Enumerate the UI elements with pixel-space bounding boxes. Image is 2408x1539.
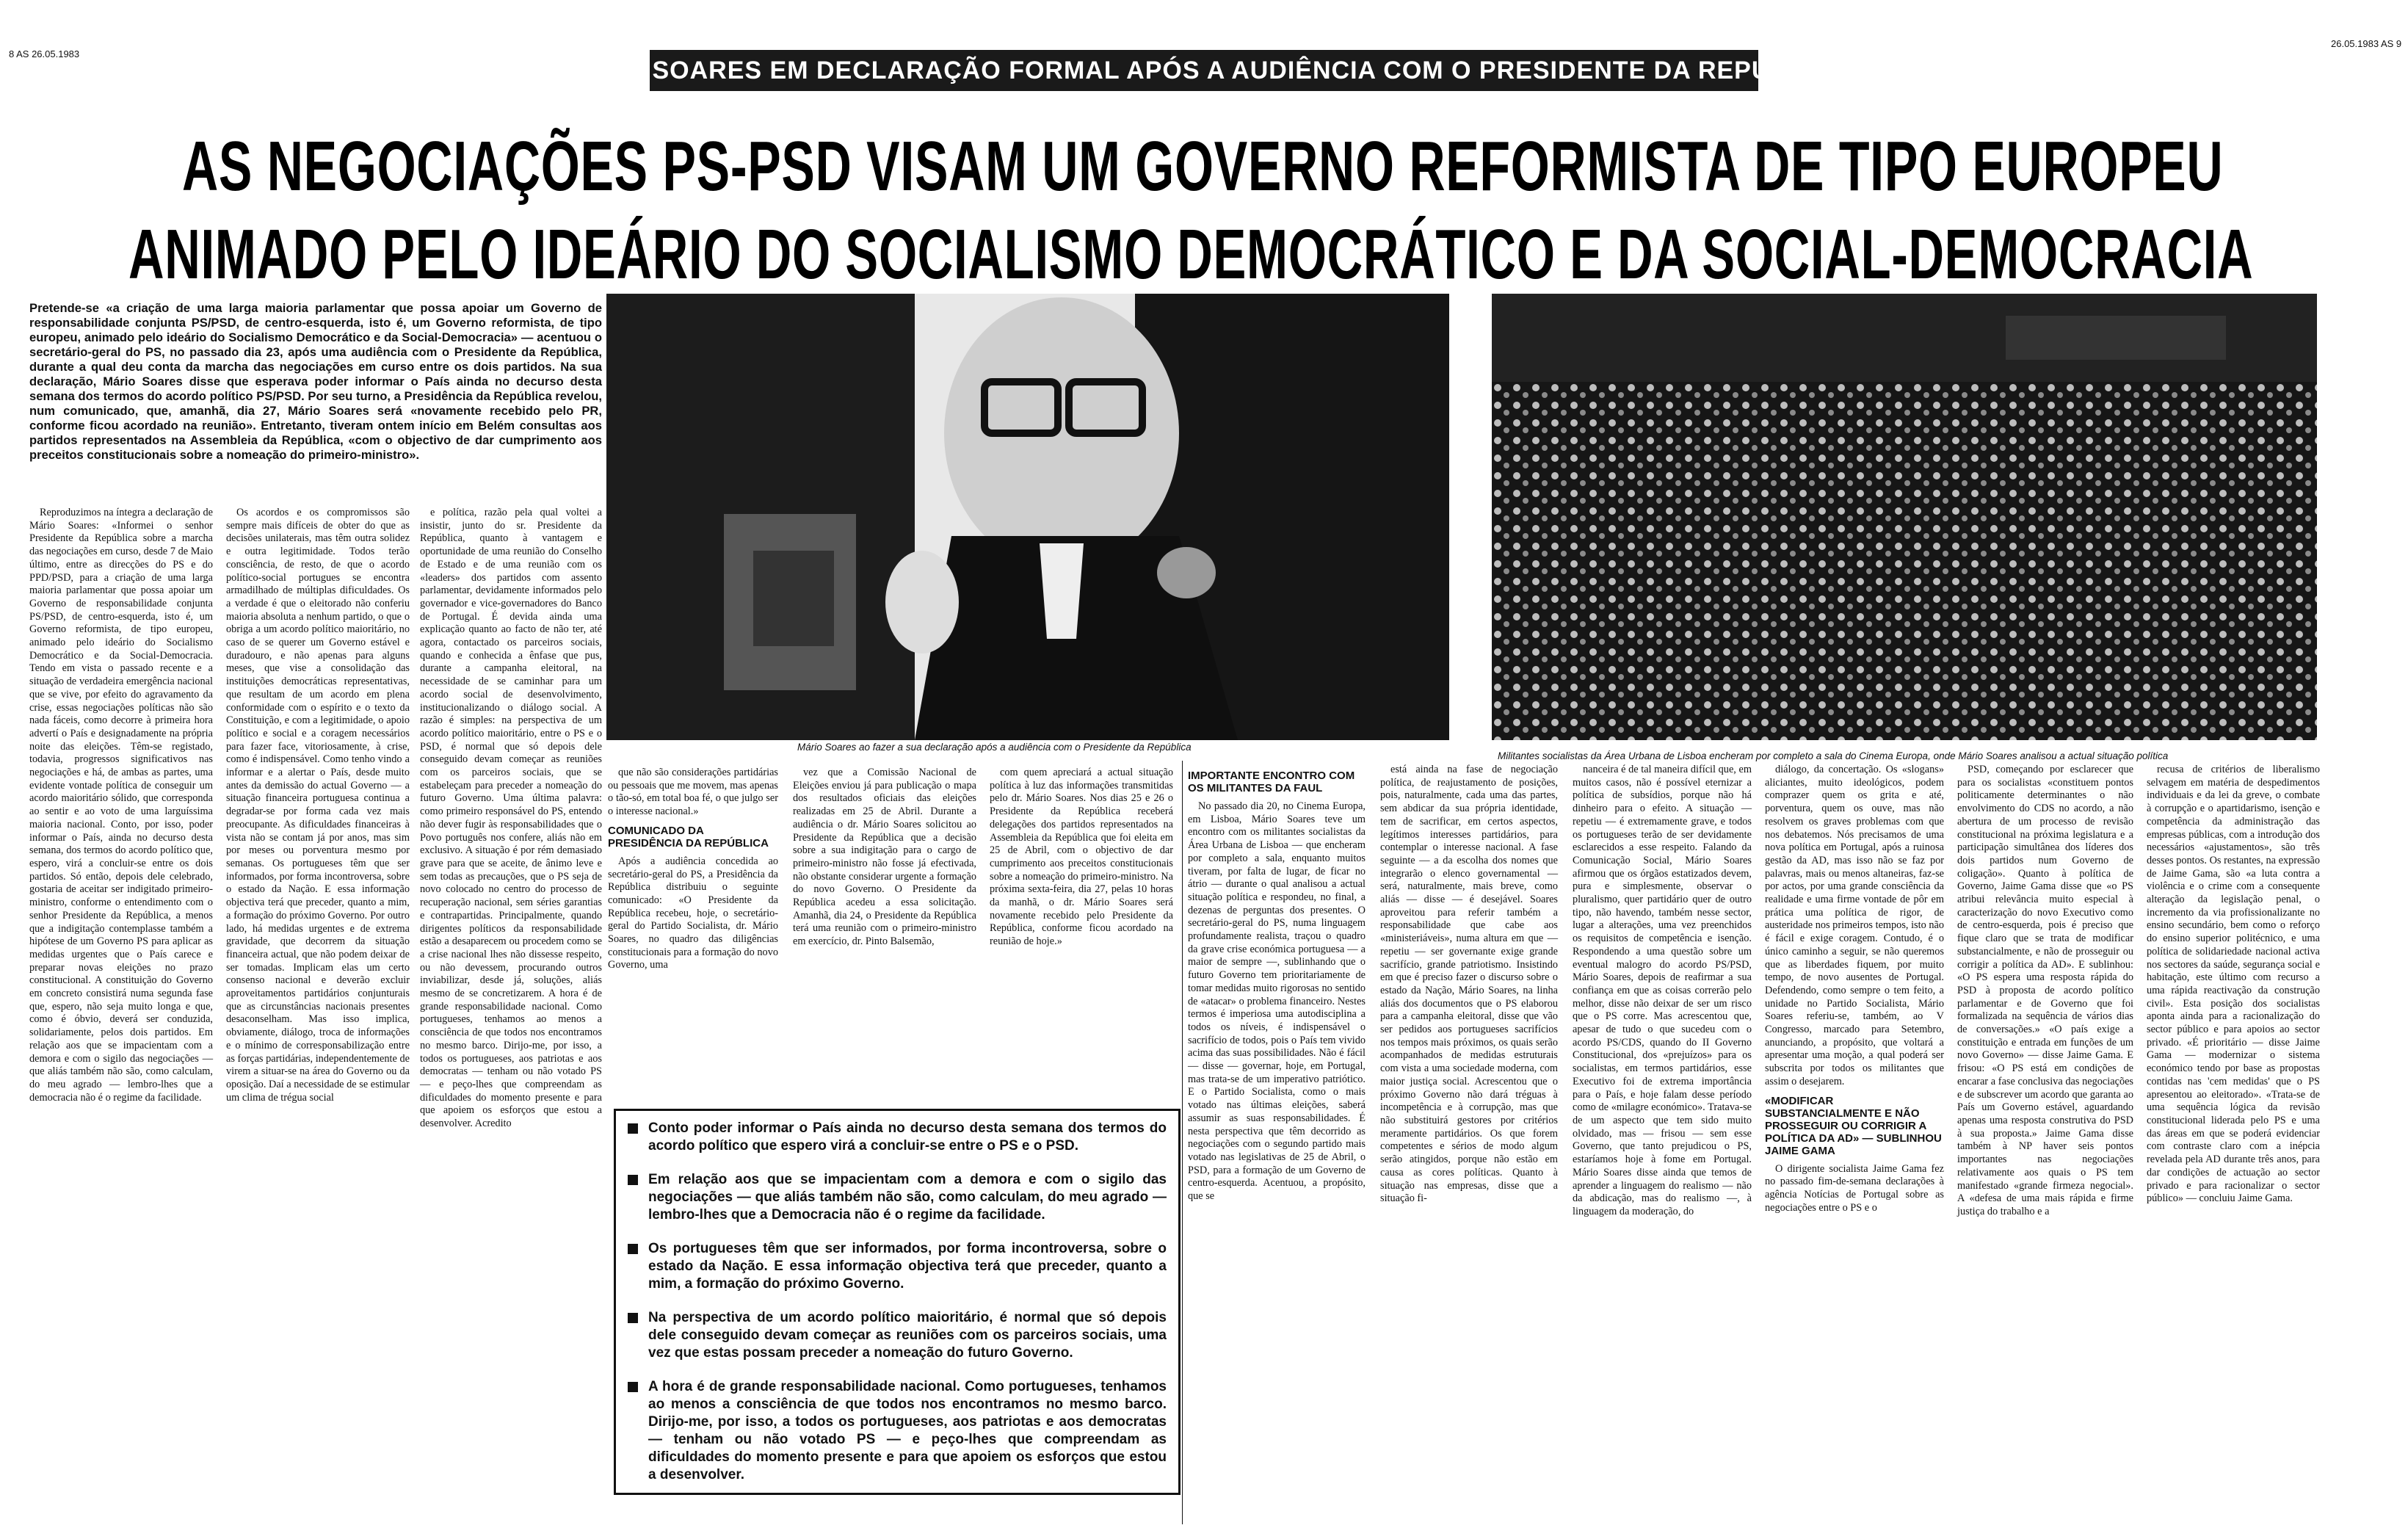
quote-bullet: [628, 1120, 1167, 1155]
column-5-text: vez que a Comissão Nacional de Eleições enviou já para publicação o mapa dos resultados oficiais das eleições realizadas em 25 de Abril. Durante a audiência o dr. Mário Soares solicitou ao Presidente da República que a decisão sobre a sua indigitação para o cargo de primeiro-ministro não fosse já efectivada, não obstante considerar urgente a formação do novo Governo. O Presidente da República acedeu a essa solicitação. Amanhã, dia 24, o Presidente da República terá uma reunião com o primeiro-ministro em exercício, dr. Pinto Balsemão,: [793, 767, 976, 948]
quote-text: Os portugueses têm que ser informados, por forma incontroversa, sobre o estado da Nação. E essa informação objectiva terá que preceder, quanto a mim, a formação do próximo Governo.: [648, 1241, 1167, 1292]
kicker-bar: MÁRIO SOARES EM DECLARAÇÃO FORMAL APÓS A AUDIÊNCIA COM O PRESIDENTE DA REPÚBLICA: [650, 50, 1758, 91]
headline-line-1: AS NEGOCIAÇÕES PS-PSD VISAM UM GOVERNO REFORMISTA DE TIPO EUROPEU: [182, 127, 2224, 206]
column-3: [420, 507, 602, 1520]
quote-text: A hora é de grande responsabilidade nacional. Como portugueses, tenhamos ao menos a consciência de que todos nos encontramos no mesmo barco. Dirijo-me, por isso, a todos os portugueses, aos patriotas e aos democratas — tenham ou não votado PS — e peço-lhes que compreendam as dificuldades do momento presente e para que apoiem os esforços que estou a desenvolver.: [648, 1379, 1167, 1482]
column-2: [226, 507, 410, 1520]
column-rule: [1182, 761, 1183, 1524]
column-10: [1765, 764, 1944, 1520]
column-4b-text: Após a audiência concedida ao secretário-geral do PS, a Presidência da República distribuiu o seguinte comunicado: «O Presidente da República recebeu, hoje, o secretário-geral do Partido Socialista, dr. Mário Soares, no quadro das diligências constitucionais para a formação do novo Governo, uma: [608, 855, 778, 971]
photo-cinema-europa-crowd: [1492, 294, 2317, 740]
column-9: [1573, 764, 1752, 1520]
column-7-text: No passado dia 20, no Cinema Europa, em Lisboa, Mário Soares teve um encontro com os militantes socialistas da Área Urbana de Lisboa — que encheram por completo a sala, enquanto muitos tiveram, por falta de lugar, de ficar no átrio — durante o qual analisou a actual situação política e respondeu, no final, a dezenas de perguntas dos presentes. O secretário-geral do PS, numa linguagem profundamente realista, traçou o quadro da grave crise económica portuguesa — a maior de sempre —, sublinhando que o futuro Governo tem prioritariamente de tomar medidas muito rigorosas no sentido de «atacar» o problema financeiro. Nestes termos é imperiosa uma autodisciplina a todos os níveis, é indispensável o sacrifício de todos, pois o País tem vivido acima das suas possibilidades. Não é fácil — disse — governar, hoje, em Portugal, mas trata-se de um imperativo patriótico. E o Partido Socialista, como o mais votado nas últimas eleições, saberá assumir as suas responsabilidades. É nesta perspectiva que têm decorrido as negociações com o segundo partido mais votado nas legislativas de 25 de Abril, o PSD, para a formação de um Governo de centro-esquerda. Acentuou, a propósito, que se: [1188, 800, 1366, 1203]
bullet-square-icon: [628, 1123, 638, 1134]
column-4-text: que não são considerações partidárias ou pessoais que me movem, mas apenas o tão-só, em total boa fé, o que julgo ser o interesse nacional.»: [608, 767, 778, 818]
column-6: [990, 767, 1173, 1104]
column-7: [1188, 764, 1366, 1520]
column-6-text: com quem apreciará a actual situação política à luz das informações transmitidas pelo dr. Mário Soares. Nos dias 25 e 26 o Presidente da República receberá delegações dos partidos representados na Assembleia da República que foi eleita em 25 de Abril, com o objectivo de dar cumprimento aos preceitos constitucionais sobre a nomeação do primeiro-ministro. Na próxima sexta-feira, dia 27, pelas 10 horas da manhã, o dr. Mário Soares será novamente recebido pelo Presidente da República, conforme ficou acordado na reunião de hoje.»: [990, 767, 1173, 948]
column-2-text: Os acordos e os compromissos são sempre mais difíceis de obter do que as decisões unilaterais, mas têm outra solidez e outra legitimidade. Todos terão consciência, de resto, de que o acordo político-social portugues se encontra armadilhado de múltiplas dificuldades. Os a verdade é que o eleitorado não conferiu maioria absoluta a nenhum partido, o que o obriga a um acordo político maioritário, no caso de se querer um Governo estável e duradouro, e não apenas para alguns meses, que vise a consolidação das instituições democráticas representativas, que resultam de um acordo em plena conformidade com o espírito e o texto da Constituição, e com a legitimidade, o apoio político e social e a coragem necessários para fazer face, vitoriosamente, à crise, como é indispensável. Como tenho vindo a informar e a alertar o País, desde muito antes da demissão do actual Governo — a situação financeira portuguesa continua a degradar-se por forma cada vez mais preocupante. As dificuldades financeiras à vista não se contam já por anos, mas sim por meses ou porventura mesmo por semanas. Os portugueses têm que ser informados, por forma incontroversa, sobre o estado da Nação. E essa informação objectiva terá que preceder, quanto a mim, a formação do próximo Governo. Por outro lado, há medidas urgentes e de extrema gravidade, que decorrem da situação financeira actual, que não podem deixar de ser tomadas. Implicam elas um certo consenso nacional e deverão excluir aproveitamentos partidários conjunturais que as circunstâncias nacionais presentes desaconselham. Mas isso implica, obviamente, diálogo, troca de informações e o mínimo de corresponsabilização entre as forças partidárias, independentemente de virem a situar-se na área do Governo ou da oposição. Daí a necessidade de se estimular um clima de trégua social: [226, 507, 410, 1104]
bullet-square-icon: [628, 1244, 638, 1254]
photo-crowd-image: [1492, 294, 2317, 740]
column-5: [793, 767, 976, 1104]
column-8-text: está ainda na fase de negociação política, de reajustamento de posições, pois, naturalmente, cada uma das partes, sem abdicar da sua própria identidade, tem de sacrificar, em certos aspectos, legítimos interesses partidários, para contemplar o interesse nacional. A fase seguinte — a da escolha dos nomes que integrarão o elenco governamental — será, naturalmente, mais breve, como aliás — disse — é desejável. Soares aproveitou para referir também a responsabilidade que cabe aos «ministeriáveis», numa altura em que — repetiu — ser governante exige grande sacrifício, grande patriotismo. Insistindo em que é preciso fazer o discurso sobre o estado da Nação, Mário Soares, na linha aliás dos documentos que o PS elaborou para a campanha eleitoral, disse que vão ser pedidos aos portugueses sacrifícios nos tempos mais próximos, os quais serão acompanhados de medidas estruturais com vista a uma sociedade moderna, com maior justiça social. Acrescentou que o próximo Governo não dará tréguas à incompetência e à corrupção, mas que não substituirá gestores por critérios meramente partidários. Os que forem competentes e sérios de modo algum serão atingidos, porque não estão em causa as cores políticas. Quanto à situação nas empresas, disse que a situação fi-: [1380, 764, 1558, 1205]
bullet-square-icon: [628, 1175, 638, 1185]
column-10-text: diálogo, da concertação. Os «slogans» aliciantes, muito ideológicos, podem comprazer quem os grita e até, porventura, quem os ouve, mas não resolvem os graves problemas com que nos debatemos. Nós precisamos de uma nova política em Portugal, após a ruinosa gestão da AD, mas isso não se faz por palavras, mais ou menos altaneiras, faz-se por actos, por uma grande consciência da realidade e uma firme vontade de pôr em prática uma política de rigor, de austeridade nos primeiros tempos, isto não é fácil e exige coragem. Contudo, é o único caminho a seguir, se não queremos que as liberdades fiquem, por muito tempo, de novo ausentes de Portugal. Defendendo, como sempre o tem feito, a unidade no Partido Socialista, Mário Soares referiu-se, também, ao V Congresso, marcado para Setembro, anunciando, a propósito, que voltará a apresentar uma moção, a qual poderá ser subscrita por todos os militantes que assim o desejarem.: [1765, 764, 1944, 1087]
column-3-text: e política, razão pela qual voltei a insistir, junto do sr. Presidente da República, quanto à vantagem e oportunidade de uma reunião do Conselho de Estado e de uma reunião com os «leaders» dos partidos com assento parlamentar, devidamente informados pelo governador e vice-governadores do Banco de Portugal. É devida ainda uma explicação quanto ao facto de não ter, até agora, contactado os parceiros sociais, quando e conhecida a ênfase que pus, durante a campanha eleitoral, na necessidade de se caminhar para um acordo social de desenvolvimento, institucionalizando o diálogo social. A razão é simples: na perspectiva de um acordo político maioritário, entre o PS e o PSD, é normal que só depois dele conseguido devam começar as reuniões com os parceiros sociais, que se estabeleçam para preceder a nomeação do futuro Governo. Uma última palavra: como primeiro responsável do PS, entendo não dever fugir às responsabilidades que o Povo português nos confere, aliás não em exclusivo. A situação é por rém demasiado grave para que se aceite, de ânimo leve e sem todas as precauções, que o PS seja de novo colocado no centro do processo de recuperação nacional, sem séries garantias e contrapartidas. Principalmente, quando dirigentes políticos da responsabilidade estão a desaparecem ou procedem como se a crise nacional lhes não dissesse respeito, ou não devessem, procurando outros inviabilizar, desde já, soluções, aliás mesmo de se concretizarem. A hora é de grande responsabilidade nacional. Como portugueses, tenhamos ao menos a consciência de que todos nos encontramos no mesmo barco. Dirijo-me, por isso, a todos os portugueses, aos patriotas e aos democratas — tenham ou não votado PS — e peço-lhes que compreendam as dificuldades do momento presente e para que apoiem os esforços que estou a desenvolver. Acredito: [420, 507, 602, 1130]
column-1-text: Reproduzimos na íntegra a declaração de Mário Soares: «Informei o senhor Presidente da República sobre a marcha das negociações em curso, desde 7 de Maio último, entre as direcções do PS e do PPD/PSD, para a criação de uma larga maioria parlamentar que possa apoiar um Governo de responsabilidade conjunta PS/PSD, de centro-esquerda, isto é, um Governo reformista, de tipo europeu, animado pelo ideário do Socialismo Democrático e da Social-Democracia. Tendo em vista o passado recente e a situação de verdadeira emergência nacional que se vive, por efeito do agravamento da crise, essas negociações políticas não são nada fáceis, como decorre à primeira hora advertí o País e designadamente na própria noite das eleições. Têm-se registado, todavia, progressos significativos nas negociações e há, de ambas as partes, uma evidente vontade política de conseguir um acordo maioritário sólido, que corresponda ao sentir e ao voto de uma larguíssima maioria nacional. Conto, por isso, poder informar o País, ainda no decurso desta semana, dos termos do acordo político que, espero, virá a concluir-se entre os dois partidos. Só então, depois dele celebrado, gostaria de aceitar ser indigitado primeiro-ministro, conforme o entendimento com o senhor Presidente da República, a menos que a indigitação contemplasse também a hipótese de um Governo PS para aplicar as medidas urgentes que o País carece e preparar novas eleições no prazo constitucional. A constituição do Governo em concreto consistirá numa segunda fase que, espero, não seja muito longa e que, como é óbvio, deverá ser conduzida, solidariamente, pelos dois partidos. Em relação aos que se impacientam com a demora e com o sigilo das negociações — que aliás também não são, como calculam, do meu agrado — lembro-lhes que a democracia não é o regime da facilidade.: [29, 507, 213, 1104]
quote-bullet: [628, 1171, 1167, 1224]
column-8: [1380, 764, 1558, 1520]
column-10b-text: O dirigente socialista Jaime Gama fez no passado fim-de-semana declarações à agência Notícias de Portugal sobre as negociações entre o PS e o: [1765, 1162, 1944, 1214]
column-12: [2147, 764, 2320, 1520]
quote-box: [614, 1109, 1181, 1495]
column-11: [1957, 764, 2133, 1520]
photo-mario-soares: [606, 294, 1449, 740]
subhead-jaime-gama: «MODIFICAR SUBSTANCIALMENTE E NÃO PROSSEGUIR OU CORRIGIR A POLÍTICA DA AD» — SUBLINHOU JAIME GAMA: [1765, 1094, 1942, 1157]
quote-bullet: [628, 1378, 1167, 1484]
subhead-comunicado: COMUNICADO DA PRESIDÊNCIA DA REPÚBLICA: [608, 824, 769, 850]
column-9-text: nanceira é de tal maneira difícil que, em muitos casos, não é possível eternizar a política de subsídios, porque não há dinheiro para o efeito. A situação — repetiu — é extremamente grave, e todos os portugueses terão de ser devidamente esclarecidos a esse respeito. Falando da Comunicação Social, Mário Soares afirmou que os órgãos estatizados devem, pura e simplesmente, observar o pluralismo, quer partidário quer de outro tipo, não havendo, também nesse sector, lugar a alterações, uma vez preenchidos os requisitos de competência e isenção. Respondendo a uma questão sobre um eventual malogro do acordo PS/PSD, Mário Soares, depois de reafirmar a sua confiança em que as coisas correrão pelo melhor, disse não deixar de ser um risco que o PS corre. Mas acrescentou que, apesar de tudo o que sucedeu com o acordo PS/CDS, quando do II Governo Constitucional, dos «prejuízos» para os socialistas, em termos partidários, esse Executivo foi de extrema importância para o País, e hoje falam desse período como de «milagre económico». Tratava-se de um aspecto que tem sido muito olvidado, mas — frisou — sem esse Governo, que tanto prejudicou o PS, estaríamos hoje à fome em Portugal. Mário Soares disse ainda que temos de aprender a linguagem do realismo — não da abdicação, mas do realismo —, à linguagem da moderação, do: [1573, 764, 1752, 1217]
photo-mario-soares-image: [606, 294, 1449, 740]
folio-left: 8 AS 26.05.1983: [9, 48, 80, 59]
quote-bullet: [628, 1309, 1167, 1362]
bullet-square-icon: [628, 1382, 638, 1392]
column-11-text: PSD, começando por esclarecer que para os socialistas «constituem pontos politicamente determinantes o não envolvimento do CDS no acordo, a não abertura de um processo de revisão constitucional na próxima legislatura e a participação simultânea dos líderes dos dois partidos num Governo de coligação». Quanto à política de Governo, Jaime Gama disse que «o PS atribui relevância muito especial à caracterização do novo Executivo como de centro-esquerda, pois é preciso que fique claro que se trata de modificar substancialmente, e não de prosseguir ou corrigir a política da AD». E sublinhou: «O PS espera uma resposta rápida do PSD à proposta de acordo político parlamentar e de Governo que foi formalizada na sequência de vários dias de conversações.» «O país exige a constituição e entrada em funções de um novo Governo» — disse Jaime Gama. E frisou: «O PS está em condições de encarar a fase conclusiva das negociações e de subscrever um acordo que garanta ao País um Governo estável, aguardando apenas uma resposta construtiva do PSD à sua proposta.» Jaime Gama disse também à NP haver seis pontos importantes nas negociações relativamente aos quais o PS tem manifestado «grande firmeza negocial». A «defesa de uma mais rápida e firme justiça do trabalho e a: [1957, 764, 2133, 1217]
photo-caption-left: Mário Soares ao fazer a sua declaração após a audiência com o Presidente da República: [797, 742, 1192, 753]
quote-text: Em relação aos que se impacientam com a demora e com o sigilo das negociações — que aliás também não são, como calculam, do meu agrado — lembro-lhes que a Democracia não é o regime da facilidade.: [648, 1172, 1167, 1223]
photo-caption-right: Militantes socialistas da Área Urbana de Lisboa encheram por completo a sala do Cinema Europa, onde Mário Soares analisou a actual situação política: [1498, 750, 2169, 761]
bullet-square-icon: [628, 1313, 638, 1323]
quote-text: Conto poder informar o País ainda no decurso desta semana dos termos do acordo político que espero virá a concluir-se entre o PS e o PSD.: [648, 1120, 1167, 1154]
quote-text: Na perspectiva de um acordo político maioritário, é normal que só depois dele conseguido devam começar as reuniões com os parceiros sociais, uma vez que estas possam preceder a nomeação do futuro Governo.: [648, 1310, 1167, 1361]
column-4: [608, 767, 778, 1104]
column-1: [29, 507, 213, 1520]
column-12-text: recusa de critérios de liberalismo selvagem em matéria de despedimentos individuais e da lei da greve, o combate à corrupção e o apartidarismo, isenção e competência da administração das empresas públicas, com a introdução dos necessários «ajustamentos», são três desses pontos. Os restantes, na expressão de Jaime Gama, são «a luta contra a violência e o crime com a consequente alteração da legislação penal, o incremento da via profissionalizante no ensino secundário, bem como o reforço do ensino superior politécnico, e uma política de solidariedade nacional activa nos sectores da saúde, segurança social e habitação, este último com recurso a uma rápida reactivação da construção civil». Esta posição dos socialistas aponta ainda para a racionalização do sector público e para apoios ao sector privado. «É prioritário — disse Jaime Gama — modernizar o sistema económico tendo por base as propostas contidas nas 'cem medidas' que o PS apresentou ao eleitorado». «Trata-se de uma sequência lógica da revisão constitucional liderada pelo PS e uma das áreas em que se poderá evidenciar com contraste claro com a inépcia revelada pela AD durante três anos, para dar condições de actuação ao sector privado e para racionalizar o sector público» — concluiu Jaime Gama.: [2147, 764, 2320, 1205]
headline-line-2: ANIMADO PELO IDEÁRIO DO SOCIALISMO DEMOCRÁTICO E DA SOCIAL-DEMOCRACIA: [128, 215, 2254, 294]
folio-right: 26.05.1983 AS 9: [2331, 38, 2402, 49]
quote-bullet: [628, 1240, 1167, 1293]
subhead-encontro-faul: IMPORTANTE ENCONTRO COM OS MILITANTES DA FAUL: [1188, 770, 1355, 794]
lead-paragraph: Pretende-se «a criação de uma larga maioria parlamentar que possa apoiar um Governo de responsabilidade conjunta PS/PSD, de centro-esquerda, isto é, um Governo reformista, de tipo europeu, animado pelo ideário do Socialismo Democrático e da Social-Democracia» — acentuou o secretário-geral do PS, no passado dia 23, após uma audiência com o Presidente da República, durante a qual deu conta da marcha das negociações em curso entre os dois partidos. Na sua declaração, Mário Soares disse que esperava poder informar o País ainda no decurso desta semana dos termos do acordo político PS/PSD. Por seu turno, a Presidência da República revelou, num comunicado, que, amanhã, dia 27, Mário Soares será «novamente recebido pelo PR, conforme ficou acordado na reunião». Entretanto, tiveram ontem início em Belém consultas aos partidos representados na Assembleia da República, «com o objectivo de dar cumprimento aos preceitos constitucionais sobre a nomeação do primeiro-ministro».: [29, 301, 602, 462]
